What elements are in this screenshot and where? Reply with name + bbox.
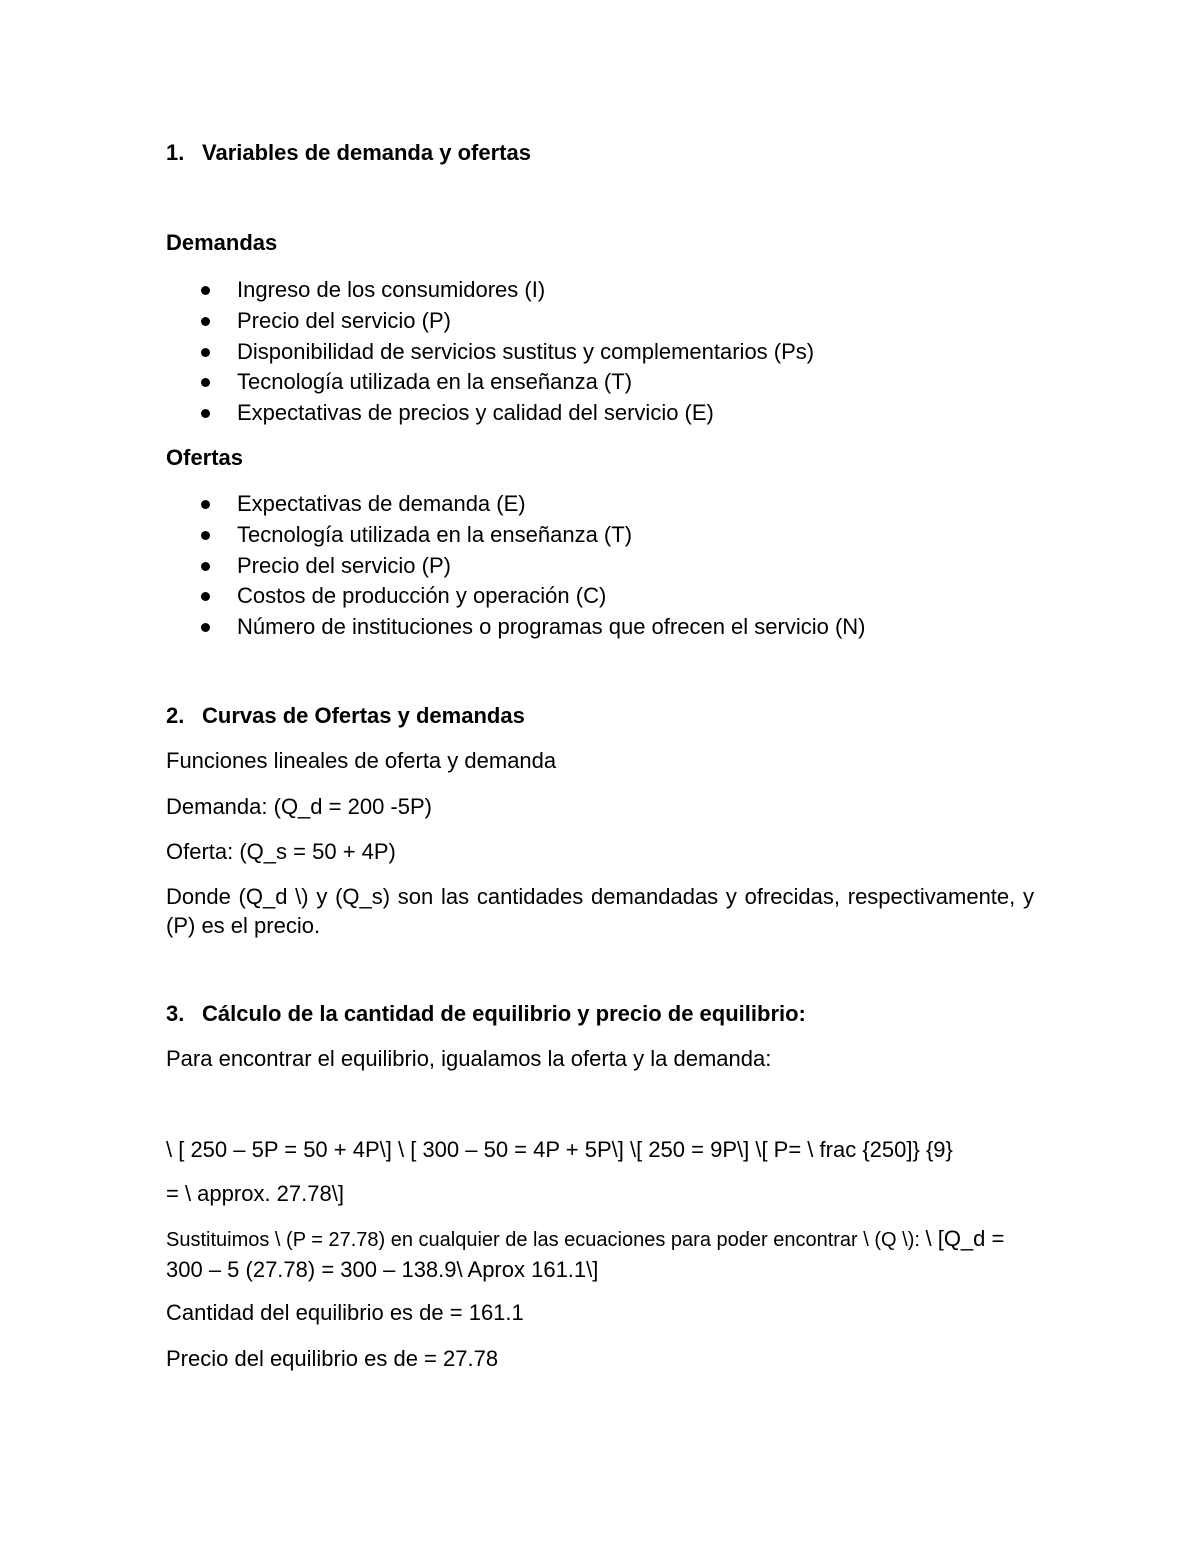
section-1-title: Variables de demanda y ofertas [202,140,531,165]
bullet-icon [201,317,210,326]
list-item: Tecnología utilizada en la enseñanza (T) [166,367,814,398]
supply-list [166,489,866,643]
equilibrium-intro: Para encontrar el equilibrio, igualamos la oferta y la demanda: [166,1046,772,1071]
bullet-icon [201,286,210,295]
list-item: Ingreso de los consumidores (I) [166,275,814,306]
bullet-icon [201,562,210,571]
bullet-icon [201,623,210,632]
functions-intro: Funciones lineales de oferta y demanda [166,748,557,773]
bullet-icon [201,378,210,387]
demand-equation: Demanda: (Q_d = 200 -5P) [166,794,432,819]
section-2-title: Curvas de Ofertas y demandas [202,703,525,728]
bullet-icon [201,348,210,357]
section-2-number: 2. [166,703,185,728]
bullet-icon [201,409,210,418]
section-3-title: Cálculo de la cantidad de equilibrio y precio de equilibrio: [202,1001,806,1026]
demand-list [166,275,814,429]
list-item: Número de instituciones o programas que ofrecen el servicio (N) [166,612,866,643]
list-item: Costos de producción y operación (C) [166,581,866,612]
section-2-heading [166,703,525,729]
demand-subheading: Demandas [166,230,278,255]
quantity-result: Cantidad del equilibrio es de = 161.1 [166,1300,524,1325]
bullet-icon [201,531,210,540]
section-3-number: 3. [166,1001,185,1026]
substitution-paragraph [166,1225,1034,1287]
list-item: Precio del servicio (P) [166,306,814,337]
list-item: Expectativas de demanda (E) [166,489,866,520]
where-paragraph: Donde (Q_d \) y (Q_s) son las cantidades demandadas y ofrecidas, respectivamente, y (P) es el precio. [166,884,1034,938]
list-item: Disponibilidad de servicios sustitus y complementarios (Ps) [166,337,814,368]
section-1-heading [166,140,531,166]
supply-subheading: Ofertas [166,445,244,470]
section-3-heading [166,1001,806,1027]
equations-line-1: \ [ 250 – 5P = 50 + 4P\] \ [ 300 – 50 = 4P + 5P\] \[ 250 = 9P\] \[ P= \ frac {250]} {9} [166,1137,953,1162]
supply-equation: Oferta: (Q_s = 50 + 4P) [166,839,396,864]
substitution-equation: \ [Q_d = 300 – 5 (27.78) = 300 – 138.9\ Aprox 161.1\] [166,1226,1005,1282]
section-1-number: 1. [166,140,185,165]
equations-line-2: = \ approx. 27.78\] [166,1181,344,1206]
list-item: Precio del servicio (P) [166,551,866,582]
list-item: Expectativas de precios y calidad del servicio (E) [166,398,814,429]
bullet-icon [201,592,210,601]
price-result: Precio del equilibrio es de = 27.78 [166,1346,499,1371]
list-item: Tecnología utilizada en la enseñanza (T) [166,520,866,551]
bullet-icon [201,500,210,509]
document-page [166,0,1034,1553]
substitution-text: Sustituimos \ (P = 27.78) en cualquier de las ecuaciones para poder encontrar \ (Q \): [166,1229,926,1251]
